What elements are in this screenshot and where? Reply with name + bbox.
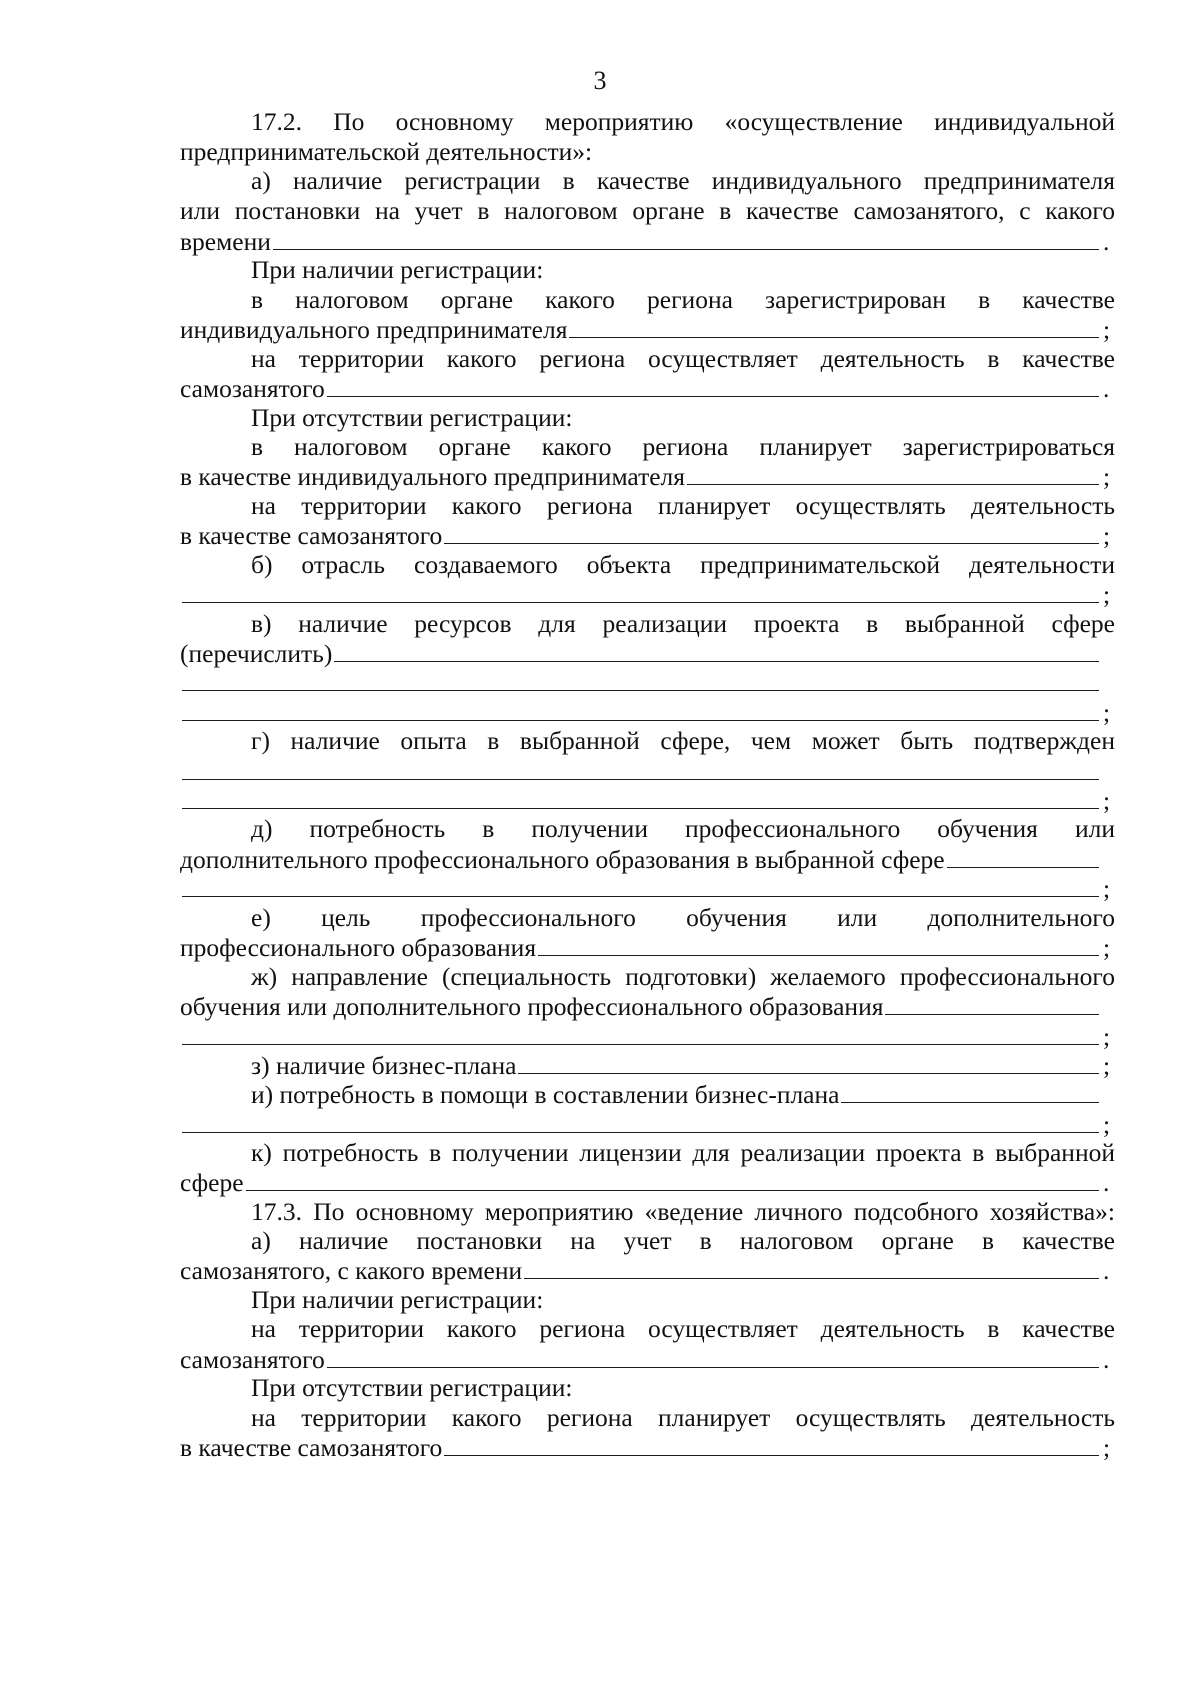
text-line: д) потребность в получении профессионального обучения или: [251, 814, 1115, 843]
field-label: в качестве самозанятого: [180, 1433, 443, 1462]
text-line: на территории какого региона осуществляет деятельность в качестве: [251, 1314, 1115, 1343]
field-label: самозанятого: [180, 374, 325, 403]
field-label: обучения или дополнительного профессионального образования: [180, 992, 884, 1021]
text-line: При наличии регистрации:: [251, 255, 544, 284]
fill-in-blank[interactable]: [182, 1108, 1099, 1133]
form-line: [180, 372, 1115, 404]
fill-in-blank[interactable]: [327, 372, 1099, 397]
text-line: на территории какого региона планирует осуществлять деятельность: [251, 1403, 1115, 1432]
form-line: [180, 872, 1115, 904]
fill-in-blank[interactable]: [569, 313, 1099, 338]
form-line: [180, 1020, 1115, 1052]
field-label: дополнительного профессионального образования в выбранной сфере: [180, 845, 945, 874]
form-line: [180, 637, 1115, 669]
text-line: предпринимательской деятельности»:: [180, 137, 593, 166]
line-end-punctuation: ;: [1103, 1433, 1111, 1462]
fill-in-blank[interactable]: [182, 784, 1099, 809]
line-end-punctuation: ;: [1103, 1051, 1111, 1080]
form-line: [180, 578, 1115, 610]
form-line: [251, 1049, 1115, 1081]
line-end-punctuation: ;: [1103, 786, 1111, 815]
text-line: г) наличие опыта в выбранной сфере, чем может быть подтвержден: [251, 726, 1115, 755]
form-line: [180, 1431, 1115, 1463]
fill-in-blank[interactable]: [947, 843, 1099, 868]
text-line: При наличии регистрации:: [251, 1285, 544, 1314]
text-line: в налоговом органе какого региона зарегистрирован в качестве: [251, 285, 1115, 314]
text-line: ж) направление (специальность подготовки) желаемого профессионального: [251, 962, 1115, 991]
field-label: сфере: [180, 1168, 244, 1197]
line-end-punctuation: .: [1103, 227, 1110, 256]
form-line: [180, 696, 1115, 728]
fill-in-blank[interactable]: [182, 666, 1099, 691]
text-line: в) наличие ресурсов для реализации проекта в выбранной сфере: [251, 609, 1115, 638]
line-end-punctuation: ;: [1103, 1022, 1111, 1051]
fill-in-blank[interactable]: [538, 931, 1099, 956]
form-line: [180, 784, 1115, 816]
line-end-punctuation: .: [1103, 1256, 1110, 1285]
fill-in-blank[interactable]: [182, 755, 1099, 780]
line-end-punctuation: ;: [1103, 1110, 1111, 1139]
field-label: з) наличие бизнес-плана: [251, 1051, 517, 1080]
text-line: к) потребность в получении лицензии для реализации проекта в выбранной: [251, 1138, 1115, 1167]
form-line: [251, 1078, 1115, 1110]
form-line: [180, 931, 1115, 963]
fill-in-blank[interactable]: [182, 872, 1099, 897]
form-line: [180, 225, 1115, 257]
text-line: а) наличие регистрации в качестве индивидуального предпринимателя: [251, 166, 1115, 195]
text-line: При отсутствии регистрации:: [251, 403, 573, 432]
fill-in-blank[interactable]: [182, 578, 1099, 603]
line-end-punctuation: ;: [1103, 698, 1111, 727]
field-label: индивидуального предпринимателя: [180, 315, 568, 344]
fill-in-blank[interactable]: [444, 519, 1099, 544]
field-label: самозанятого: [180, 1345, 325, 1374]
form-line: [180, 519, 1115, 551]
fill-in-blank[interactable]: [182, 696, 1099, 721]
fill-in-blank[interactable]: [524, 1254, 1099, 1279]
line-end-punctuation: ;: [1103, 462, 1111, 491]
text-line: в налоговом органе какого региона планирует зарегистрироваться: [251, 432, 1115, 461]
line-end-punctuation: .: [1103, 1345, 1110, 1374]
fill-in-blank[interactable]: [518, 1049, 1099, 1074]
text-line: е) цель профессионального обучения или дополнительного: [251, 903, 1115, 932]
form-line: [180, 1166, 1115, 1198]
field-label: профессионального образования: [180, 933, 537, 962]
line-end-punctuation: .: [1103, 374, 1110, 403]
text-line: на территории какого региона осуществляет деятельность в качестве: [251, 344, 1115, 373]
fill-in-blank[interactable]: [334, 637, 1099, 662]
text-line: 17.3. По основному мероприятию «ведение личного подсобного хозяйства»:: [251, 1197, 1115, 1226]
fill-in-blank[interactable]: [687, 460, 1099, 485]
form-line: [180, 1343, 1115, 1375]
fill-in-blank[interactable]: [444, 1431, 1099, 1456]
fill-in-blank[interactable]: [246, 1166, 1099, 1191]
form-line: [180, 755, 1115, 787]
line-end-punctuation: ;: [1103, 580, 1111, 609]
form-line: [180, 990, 1115, 1022]
line-end-punctuation: ;: [1103, 933, 1111, 962]
form-line: [180, 1108, 1115, 1140]
text-line: При отсутствии регистрации:: [251, 1373, 573, 1402]
field-label: в качестве самозанятого: [180, 521, 443, 550]
fill-in-blank[interactable]: [182, 1020, 1099, 1045]
text-line: а) наличие постановки на учет в налоговом органе в качестве: [251, 1226, 1115, 1255]
form-line: [180, 313, 1115, 345]
fill-in-blank[interactable]: [841, 1078, 1099, 1103]
text-line: 17.2. По основному мероприятию «осуществление индивидуальной: [251, 107, 1115, 136]
form-line: [180, 460, 1115, 492]
field-label: (перечислить): [180, 639, 333, 668]
field-label: времени: [180, 227, 271, 256]
text-line: б) отрасль создаваемого объекта предпринимательской деятельности: [251, 550, 1115, 579]
fill-in-blank[interactable]: [327, 1343, 1099, 1368]
form-line: [180, 843, 1115, 875]
line-end-punctuation: .: [1103, 1168, 1110, 1197]
fill-in-blank[interactable]: [885, 990, 1099, 1015]
field-label: в качестве индивидуального предпринимателя: [180, 462, 685, 491]
page-number: 3: [593, 66, 607, 95]
field-label: самозанятого, с какого времени: [180, 1256, 523, 1285]
form-line: [180, 666, 1115, 698]
form-line: [180, 1254, 1115, 1286]
text-line: или постановки на учет в налоговом органе в качестве самозанятого, с какого: [180, 196, 1115, 225]
line-end-punctuation: ;: [1103, 521, 1111, 550]
fill-in-blank[interactable]: [273, 225, 1099, 250]
text-line: на территории какого региона планирует осуществлять деятельность: [251, 491, 1115, 520]
field-label: и) потребность в помощи в составлении бизнес-плана: [251, 1080, 840, 1109]
line-end-punctuation: ;: [1103, 315, 1111, 344]
line-end-punctuation: ;: [1103, 874, 1111, 903]
